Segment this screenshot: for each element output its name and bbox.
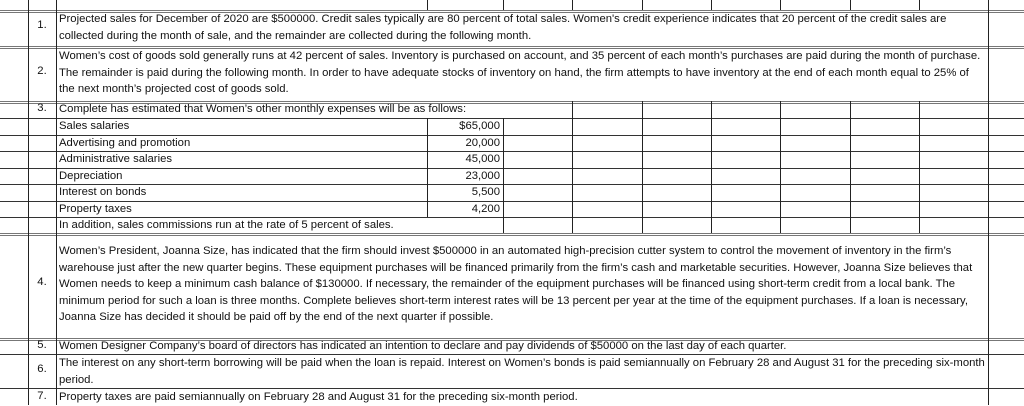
column-divider [711, 217, 712, 233]
column-divider [503, 118, 504, 217]
expense-value: $65,000 [459, 120, 500, 132]
column-divider [642, 0, 643, 10]
column-divider [919, 217, 920, 233]
item-number: 3. [37, 102, 47, 114]
column-divider [919, 118, 920, 217]
item-number: 6. [37, 363, 47, 375]
expense-value: 5,500 [471, 186, 500, 198]
item-text: Women’s cost of goods sold generally runs at 42 percent of sales. Inventory is purchased on account, and 35 percent of each month’s purchases are paid during the month of purchase. The remainder is paid during the following month. In order to have adequate stocks of inventory on hand, the firm attempts to have inventory at the end of each month equal to 25% of the next month’s projected cost of goods sold. [59, 50, 981, 95]
column-divider [850, 101, 851, 118]
row-divider [0, 201, 1024, 202]
column-divider [642, 217, 643, 233]
item-number: 2. [37, 65, 47, 77]
column-divider [572, 118, 573, 217]
item-text: The interest on any short-term borrowing will be paid when the loan is repaid. Interest on Women’s bonds is paid semiannually on February 28 and August 31 for the preceding six-month period. [59, 357, 985, 386]
column-divider [711, 0, 712, 10]
column-divider [572, 101, 573, 118]
expense-label: Depreciation [59, 169, 123, 182]
column-divider [572, 217, 573, 233]
column-divider [988, 0, 989, 405]
item-text: Property taxes are paid semiannually on February 28 and August 31 for the preceding six-month period. [59, 391, 578, 403]
expense-label: Advertising and promotion [59, 136, 191, 149]
column-divider [427, 0, 428, 10]
expense-value: 20,000 [465, 136, 500, 149]
column-divider [780, 0, 781, 10]
column-divider [919, 101, 920, 118]
column-divider [572, 0, 573, 10]
row-divider [0, 118, 1024, 119]
item-text: Women Designer Company’s board of directors has indicated an intention to declare and pay dividends of $50000 on the last day of each quarter. [59, 340, 787, 352]
expense-label: Property taxes [59, 202, 132, 215]
column-divider [503, 0, 504, 10]
column-divider [642, 118, 643, 217]
column-divider [28, 0, 29, 10]
item-text: Projected sales for December of 2020 are $500000. Credit sales typically are 80 percent of total sales. Women's credit experience indicates that 20 percent of the credit sales are collected during the month of sale, and the remainder are collected during the following month. [59, 13, 947, 42]
item-number: 1. [37, 19, 47, 31]
column-divider [780, 101, 781, 118]
item-number: 5. [37, 339, 47, 351]
column-divider [850, 118, 851, 217]
item-number: 7. [37, 390, 47, 402]
column-divider [56, 0, 57, 10]
item-text: Complete has estimated that Women’s other monthly expenses will be as follows: [59, 103, 467, 115]
column-divider [711, 118, 712, 217]
column-divider [850, 217, 851, 233]
row-divider [0, 184, 1024, 185]
commission-note: In addition, sales commissions run at the rate of 5 percent of sales. [59, 219, 394, 231]
expense-label: Administrative salaries [59, 153, 173, 165]
column-divider [503, 217, 504, 233]
expense-label: Interest on bonds [59, 186, 147, 198]
item-number: 4. [37, 276, 47, 288]
column-divider [780, 217, 781, 233]
row-divider [0, 168, 1024, 169]
column-divider [780, 118, 781, 217]
column-divider [56, 10, 57, 405]
column-divider [711, 101, 712, 118]
column-divider [919, 0, 920, 10]
item-text: Women’s President, Joanna Size, has indicated that the firm should invest $500000 in an automated high-precision cutter system to control the movement of inventory in the firm’s warehouse just after the new quarter begins. These equipment purchases will be financed primarily from the firm’s cash and marketable securities. However, Joanna Size believes that Women needs to keep a minimum cash balance of $130000. If necessary, the remainder of the equipment purchases will be financed using short-term credit from a local bank. The minimum period for such a loan is three months. Complete believes short-term interest rates will be 13 percent per year at the time of the equipment purchases. If a loan is necessary, Joanna Size has decided it should be paid off by the end of the next quarter if possible. [59, 245, 973, 323]
expense-value: 45,000 [465, 153, 500, 165]
expense-label: Sales salaries [59, 120, 130, 132]
column-divider [642, 101, 643, 118]
column-divider [850, 0, 851, 10]
expense-value: 23,000 [465, 169, 500, 182]
expense-value: 4,200 [471, 202, 500, 215]
